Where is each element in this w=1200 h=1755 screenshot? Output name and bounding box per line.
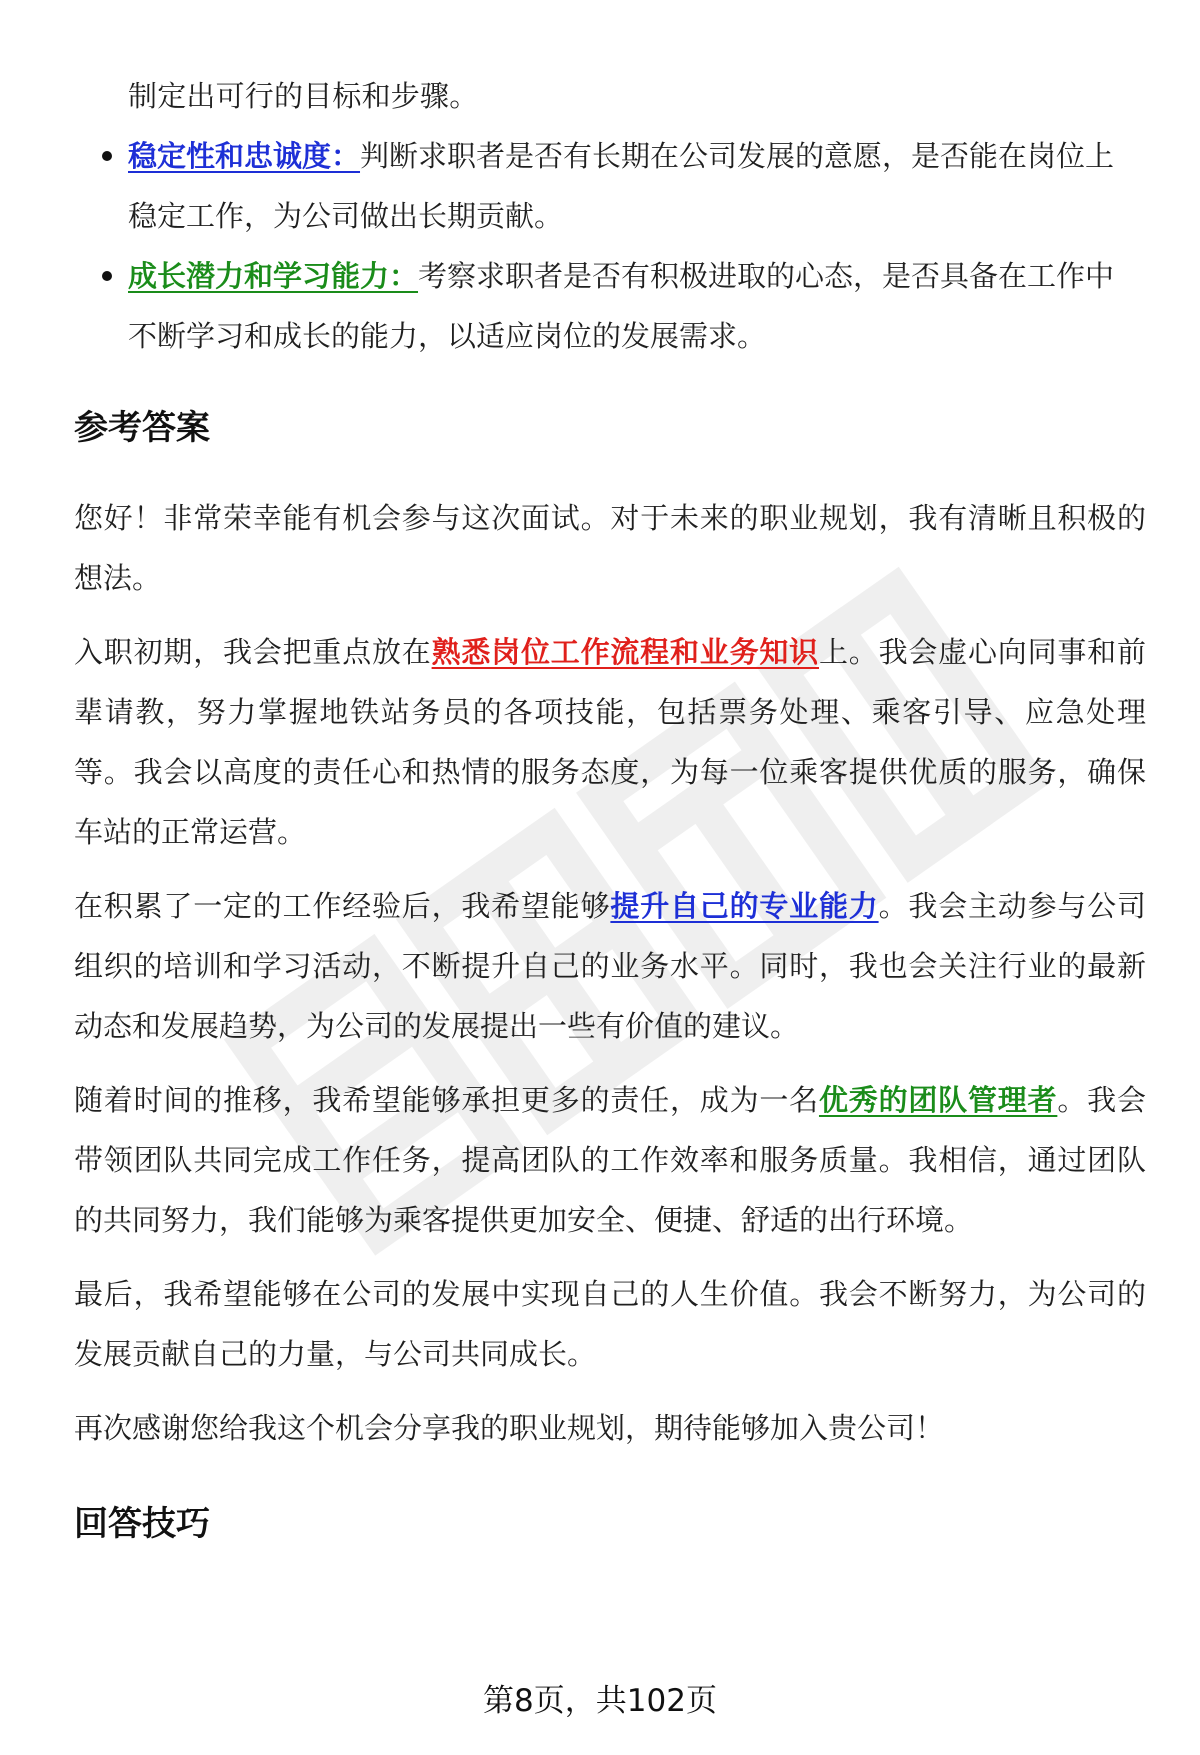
paragraph-text: 随着时间的推移，我希望能够承担更多的责任，成为一名 [74,1083,819,1117]
answer-paragraph-3 [74,876,1146,1056]
paragraph-text: 上。我会虚心向同事和前辈请教，努力掌握地铁站务员的各项技能，包括票务处理、乘客引导、应急处理等。我会以高度的责任心和热情的服务态度，为每一位乘客提供优质的服务，确保车站的正常运营。 [74,635,1146,849]
answer-paragraph-2 [74,622,1146,862]
bullet-label-stability: 稳定性和忠诚度： [128,139,361,173]
answer-paragraph-6: 再次感谢您给我这个机会分享我的职业规划，期待能够加入贵公司！ [74,1411,945,1445]
bullet-label-growth: 成长潜力和学习能力： [128,259,419,293]
paragraph-text: 。我会带领团队共同完成工作任务，提高团队的工作效率和服务质量。我相信，通过团队的共同努力，我们能够为乘客提供更加安全、便捷、舒适的出行环境。 [74,1083,1146,1237]
criteria-list [74,126,1146,366]
document-content [74,66,1146,1554]
answer-paragraph-1: 您好！非常荣幸能有机会参与这次面试。对于未来的职业规划，我有清晰且积极的想法。 [74,501,1146,595]
paragraph-text: 。我会主动参与公司组织的培训和学习活动，不断提升自己的业务水平。同时，我也会关注行业的最新动态和发展趋势，为公司的发展提出一些有价值的建议。 [74,889,1146,1043]
bullet-dot-icon [102,271,112,281]
page-number: 第8页，共102页 [483,1683,717,1719]
answer-paragraph-5: 最后，我希望能够在公司的发展中实现自己的人生价值。我会不断努力，为公司的发展贡献自己的力量，与公司共同成长。 [74,1277,1146,1371]
highlight-improve-skills: 提升自己的专业能力 [610,889,879,923]
list-item [74,246,1146,366]
paragraph-text: 在积累了一定的工作经验后，我希望能够 [74,889,611,923]
bullet-text-line: 判断求职者是否有长期在公司发展的意愿，是否能在岗位上 [360,139,1115,173]
section-title-tips: 回答技巧 [74,1504,210,1544]
bullet-text-line: 稳定工作，为公司做出长期贡献。 [128,199,564,233]
bullet-text-line: 不断学习和成长的能力，以适应岗位的发展需求。 [128,319,767,353]
answer-paragraph-4 [74,1070,1146,1250]
list-item [74,126,1146,246]
bullet-text-line: 考察求职者是否有积极进取的心态，是否具备在工作中 [418,259,1115,293]
highlight-familiarize: 熟悉岗位工作流程和业务知识 [431,635,819,669]
paragraph-text: 入职初期，我会把重点放在 [74,635,432,669]
intro-continuation: 制定出可行的目标和步骤。 [128,79,479,113]
bullet-dot-icon [102,151,112,161]
section-title-answer: 参考答案 [74,408,210,448]
highlight-team-manager: 优秀的团队管理者 [818,1083,1058,1117]
